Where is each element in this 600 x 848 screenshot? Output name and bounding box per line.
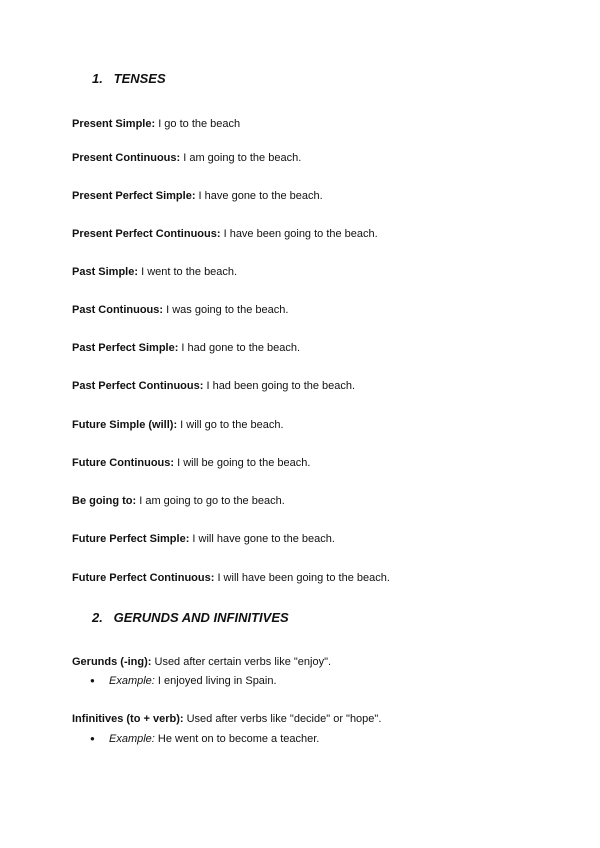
example-label: Example: — [109, 675, 155, 687]
tense-label: Past Continuous: — [72, 304, 164, 316]
infinitives-label: Infinitives (to + verb): — [72, 713, 184, 725]
tense-label: Past Perfect Simple: — [72, 342, 179, 354]
tense-label: Past Simple: — [72, 266, 139, 278]
tense-line — [72, 572, 390, 584]
bullet-icon: ● — [90, 676, 95, 685]
tense-label: Present Continuous: — [72, 152, 181, 164]
example-text: He went on to become a teacher. — [154, 733, 320, 745]
section-title: GERUNDS AND INFINITIVES — [113, 610, 289, 625]
tense-example: I will be going to the beach. — [174, 457, 311, 469]
gerunds-rule — [72, 656, 331, 668]
tense-line — [72, 533, 335, 545]
tense-label: Present Simple: — [72, 118, 156, 130]
tense-example: I have been going to the beach. — [220, 228, 378, 240]
section-heading-gerunds-infinitives — [92, 610, 289, 625]
infinitives-text: Used after verbs like "decide" or "hope". — [183, 713, 382, 725]
tense-example: I was going to the beach. — [163, 304, 289, 316]
tense-label: Be going to: — [72, 495, 137, 507]
tense-line — [72, 228, 378, 240]
tense-line — [72, 380, 355, 392]
tense-example: I will have gone to the beach. — [189, 533, 335, 545]
tense-label: Future Perfect Simple: — [72, 533, 190, 545]
tense-line — [72, 419, 284, 431]
tense-example: I had gone to the beach. — [178, 342, 301, 354]
tense-line — [72, 304, 288, 316]
tense-example: I will have been going to the beach. — [214, 572, 390, 584]
infinitives-rule — [72, 713, 381, 725]
tense-label: Future Simple (will): — [72, 419, 178, 431]
section-heading-tenses — [92, 71, 166, 86]
tense-line — [72, 342, 300, 354]
section-number: 1. — [92, 71, 103, 86]
tense-line — [72, 266, 237, 278]
gerunds-example-item — [90, 675, 277, 687]
example-label: Example: — [109, 733, 155, 745]
tense-label: Present Perfect Continuous: — [72, 228, 221, 240]
tense-line — [72, 457, 310, 469]
tense-example: I had been going to the beach. — [203, 380, 356, 392]
tense-example: I go to the beach — [155, 118, 241, 130]
tense-example: I will go to the beach. — [177, 419, 284, 431]
tense-label: Present Perfect Simple: — [72, 190, 196, 202]
tense-example: I am going to the beach. — [180, 152, 302, 164]
gerunds-label: Gerunds (-ing): — [72, 656, 152, 668]
bullet-icon: ● — [90, 734, 95, 743]
section-title: TENSES — [113, 71, 166, 86]
tense-example: I have gone to the beach. — [195, 190, 323, 202]
tense-label: Past Perfect Continuous: — [72, 380, 204, 392]
gerunds-text: Used after certain verbs like "enjoy". — [151, 656, 332, 668]
tense-line — [72, 118, 240, 130]
tense-line — [72, 495, 285, 507]
tense-example: I am going to go to the beach. — [136, 495, 285, 507]
tense-label: Future Perfect Continuous: — [72, 572, 215, 584]
tense-label: Future Continuous: — [72, 457, 175, 469]
infinitives-example-item — [90, 733, 319, 745]
tense-line — [72, 190, 323, 202]
section-number: 2. — [92, 610, 103, 625]
example-text: I enjoyed living in Spain. — [154, 675, 277, 687]
tense-line — [72, 152, 301, 164]
tense-example: I went to the beach. — [138, 266, 238, 278]
